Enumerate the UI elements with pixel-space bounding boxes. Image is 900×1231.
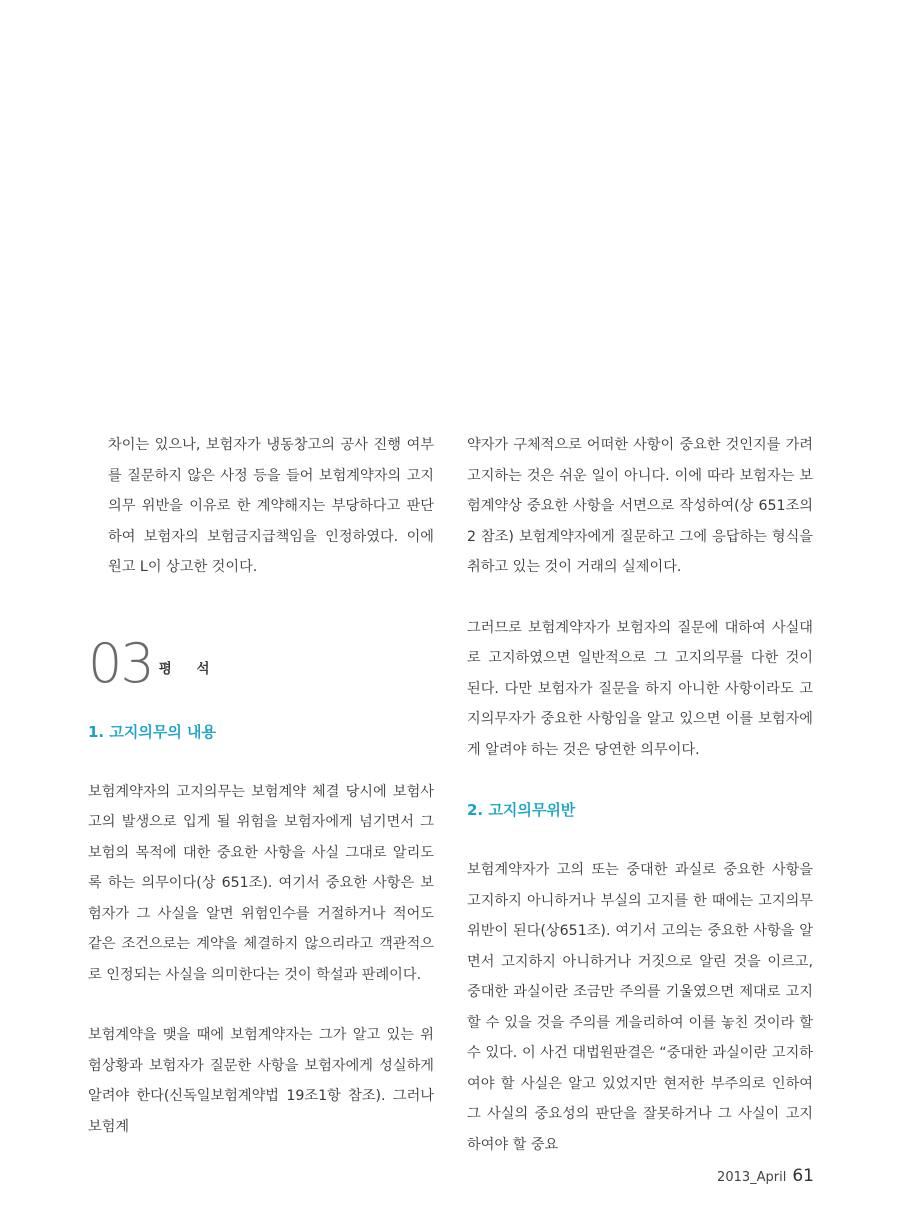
subheading-disclosure-duty: 1. 고지의무의 내용 bbox=[88, 722, 217, 741]
section-number: 03 bbox=[88, 631, 153, 695]
left-column bbox=[88, 430, 434, 1142]
body-paragraph: 보험계약자의 고지의무는 보험계약 체결 당시에 보험사고의 발생으로 입게 될 위험을 보험자에게 넘기면서 그 보험의 목적에 대한 중요한 사항을 사실 그대로 알리도록 하는 의무이다(상 651조). 여기서 중요한 사항은 보험자가 그 사실을 알면 위험인수를 거절하거나 적어도 같은 조건으로는 계약을 체결하지 않으리라고 객관적으로 인정되는 사실을 의미한다는 것이 학설과 판례이다. bbox=[88, 783, 434, 983]
page-number: 61 bbox=[792, 1166, 814, 1186]
section-header bbox=[88, 621, 434, 695]
intro-paragraph: 차이는 있으나, 보험자가 냉동창고의 공사 진행 여부를 질문하지 않은 사정 등을 들어 보험계약자의 고지의무 위반을 이유로 한 계약해지는 부당하다고 판단하여 보험자의 보험금지급책임을 인정하였다. 이에 원고 L이 상고한 것이다. bbox=[108, 437, 434, 575]
section-title: 평 석 bbox=[158, 661, 220, 677]
body-paragraph: 그러므로 보험계약자가 보험자의 질문에 대하여 사실대로 고지하였으면 일반적으로 그 고지의무를 다한 것이 된다. 다만 보험자가 질문을 하지 아니한 사항이라도 고지의무자가 중요한 사항임을 알고 있으면 이를 보험자에게 알려야 하는 것은 당연한 의무이다. bbox=[467, 619, 813, 758]
body-paragraph: 보험계약자가 고의 또는 중대한 과실로 중요한 사항을 고지하지 아니하거나 부실의 고지를 한 때에는 고지의무위반이 된다(상651조). 여기서 고의는 중요한 사항을 알면서 고지하지 아니하거나 거짓으로 알린 것을 이르고, 중대한 과실이란 조금만 주의를 기울였으면 제대로 고지할 수 있을 것을 주의를 게을리하여 이를 놓친 것이라 할 수 있다. 이 사건 대법원판결은 “중대한 과실이란 고지하여야 할 사실은 알고 있었지만 현저한 부주의로 인하여 그 사실의 중요성의 판단을 잘못하거나 그 사실이 고지하여야 할 중요 bbox=[467, 862, 813, 1153]
body-paragraph: 약자가 구체적으로 어떠한 사항이 중요한 것인지를 가려 고지하는 것은 쉬운 일이 아니다. 이에 따라 보험자는 보험계약상 중요한 사항을 서면으로 작성하여(상 651조의2 참조) 보험계약자에게 질문하고 그에 응답하는 형식을 취하고 있는 것이 거래의 실제이다. bbox=[467, 437, 813, 575]
issue-label: 2013_April bbox=[717, 1170, 787, 1185]
right-column bbox=[467, 430, 813, 1160]
page-footer bbox=[717, 1166, 814, 1186]
subheading-disclosure-violation: 2. 고지의무위반 bbox=[467, 801, 576, 819]
body-paragraph: 보험계약을 맺을 때에 보험계약자는 그가 알고 있는 위험상황과 보험자가 질문한 사항을 보험자에게 성실하게 알려야 한다(신독일보험계약법 19조1항 참조). 그러나 보험계 bbox=[88, 1027, 434, 1135]
